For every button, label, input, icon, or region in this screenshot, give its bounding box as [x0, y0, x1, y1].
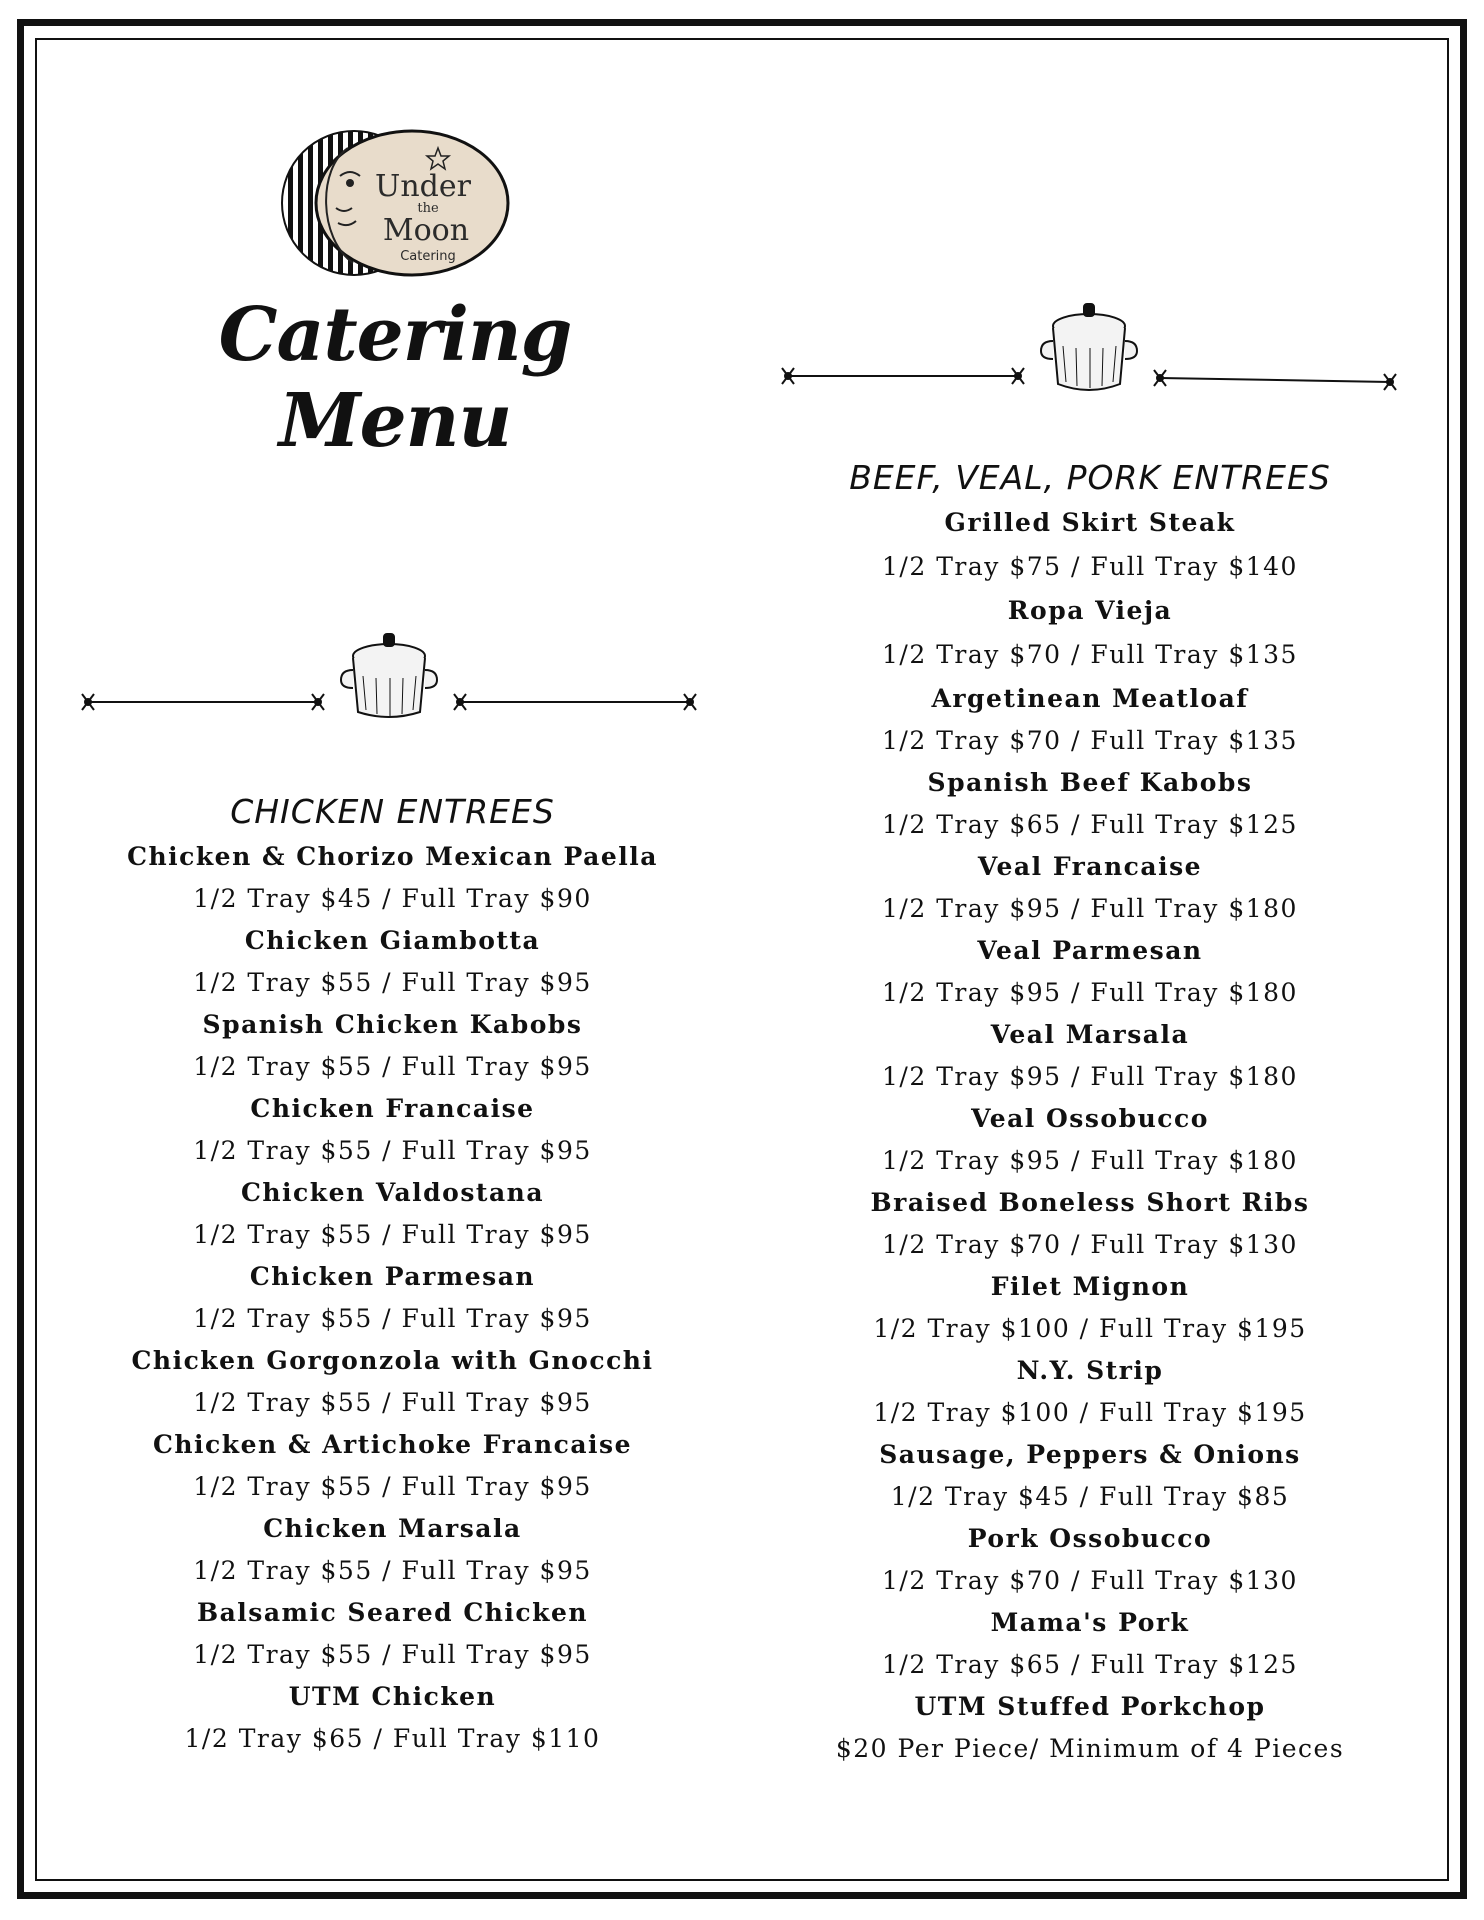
menu-item-name: Veal Ossobucco [971, 1104, 1209, 1133]
menu-item-price: 1/2 Tray $70 / Full Tray $130 [882, 1230, 1298, 1259]
menu-item [786, 931, 1394, 1015]
menu-item-name: Veal Parmesan [977, 936, 1203, 965]
menu-item [90, 1089, 695, 1173]
menu-item-price: 1/2 Tray $55 / Full Tray $95 [193, 1052, 592, 1081]
page-title: Catering Menu [218, 292, 572, 464]
menu-item-name: Ropa Vieja [1007, 596, 1173, 625]
menu-item [90, 1005, 695, 1089]
menu-item-price: 1/2 Tray $55 / Full Tray $95 [193, 1640, 592, 1669]
menu-item-price: 1/2 Tray $55 / Full Tray $95 [193, 1556, 592, 1585]
menu-item [786, 1015, 1394, 1099]
menu-item [786, 679, 1394, 763]
menu-item [786, 503, 1394, 591]
chicken-entrees-section [90, 792, 695, 1761]
menu-item [786, 1099, 1394, 1183]
menu-item-price: 1/2 Tray $95 / Full Tray $180 [882, 1146, 1298, 1175]
menu-item-name: Veal Francaise [977, 852, 1203, 881]
menu-item-name: Chicken Francaise [250, 1094, 535, 1123]
menu-item-price: 1/2 Tray $55 / Full Tray $95 [193, 1136, 592, 1165]
menu-item-name: Braised Boneless Short Ribs [870, 1188, 1310, 1217]
menu-item-name: Mama's Pork [990, 1608, 1190, 1637]
menu-item-name: Chicken Gorgonzola with Gnocchi [131, 1346, 654, 1375]
pot-icon [341, 634, 437, 717]
menu-item [90, 1509, 695, 1593]
menu-item-name: Chicken Giambotta [244, 926, 541, 955]
menu-item-name: Chicken & Chorizo Mexican Paella [127, 842, 658, 871]
logo-under: Under [375, 169, 471, 204]
menu-item-price: 1/2 Tray $55 / Full Tray $95 [193, 968, 592, 997]
menu-item-name: UTM Stuffed Porkchop [914, 1692, 1266, 1721]
menu-item-name: Grilled Skirt Steak [944, 508, 1236, 537]
beef-veal-pork-section [786, 458, 1394, 1771]
menu-item-price: 1/2 Tray $70 / Full Tray $130 [882, 1566, 1298, 1595]
menu-item-price: 1/2 Tray $55 / Full Tray $95 [193, 1472, 592, 1501]
beef-items-list [786, 503, 1394, 1771]
menu-item [90, 1257, 695, 1341]
menu-item-name: Chicken Marsala [263, 1514, 522, 1543]
menu-item-price: 1/2 Tray $65 / Full Tray $125 [882, 1650, 1298, 1679]
menu-item-price: 1/2 Tray $100 / Full Tray $195 [873, 1398, 1307, 1427]
menu-item [786, 591, 1394, 679]
menu-item-name: Chicken Parmesan [249, 1262, 536, 1291]
menu-item [90, 1173, 695, 1257]
menu-item [786, 847, 1394, 931]
menu-item-price: 1/2 Tray $75 / Full Tray $140 [882, 552, 1298, 581]
section-title-beef: BEEF, VEAL, PORK ENTREES [849, 458, 1331, 497]
pot-icon [1041, 304, 1137, 390]
menu-item [90, 921, 695, 1005]
menu-item-name: Spanish Beef Kabobs [927, 768, 1253, 797]
menu-item-price: 1/2 Tray $70 / Full Tray $135 [882, 726, 1298, 755]
logo-catering: Catering [400, 249, 456, 264]
menu-item-name: Argetinean Meatloaf [931, 684, 1249, 713]
menu-item-price: 1/2 Tray $100 / Full Tray $195 [873, 1314, 1307, 1343]
menu-item-price: 1/2 Tray $95 / Full Tray $180 [882, 1062, 1298, 1091]
menu-item-name: Balsamic Seared Chicken [196, 1598, 589, 1627]
menu-item [786, 1519, 1394, 1603]
menu-item-price: 1/2 Tray $65 / Full Tray $110 [184, 1724, 601, 1753]
menu-item-name: N.Y. Strip [1016, 1356, 1164, 1385]
section-title-chicken: CHICKEN ENTREES [230, 792, 555, 831]
chicken-items-list [90, 837, 695, 1761]
menu-item [90, 837, 695, 921]
menu-item-price: 1/2 Tray $55 / Full Tray $95 [193, 1220, 592, 1249]
menu-item [786, 1435, 1394, 1519]
menu-item [786, 1351, 1394, 1435]
menu-item-name: Chicken Valdostana [240, 1178, 545, 1207]
menu-item [90, 1425, 695, 1509]
menu-item [90, 1341, 695, 1425]
menu-item-price: 1/2 Tray $55 / Full Tray $95 [193, 1388, 592, 1417]
logo-the: the [417, 201, 439, 216]
menu-item-name: Pork Ossobucco [967, 1524, 1213, 1553]
menu-item [90, 1677, 695, 1761]
menu-item-price: 1/2 Tray $65 / Full Tray $125 [882, 810, 1298, 839]
menu-item-name: Spanish Chicken Kabobs [202, 1010, 583, 1039]
menu-item-price: 1/2 Tray $55 / Full Tray $95 [193, 1304, 592, 1333]
menu-item [786, 1183, 1394, 1267]
menu-item-name: Chicken & Artichoke Francaise [152, 1430, 633, 1459]
menu-item [786, 763, 1394, 847]
menu-item-price: $20 Per Piece/ Minimum of 4 Pieces [835, 1734, 1345, 1763]
menu-item [786, 1603, 1394, 1687]
menu-item-price: 1/2 Tray $95 / Full Tray $180 [882, 978, 1298, 1007]
menu-item-price: 1/2 Tray $70 / Full Tray $135 [882, 640, 1298, 669]
menu-item [786, 1267, 1394, 1351]
menu-item-price: 1/2 Tray $45 / Full Tray $90 [193, 884, 592, 913]
menu-item-price: 1/2 Tray $95 / Full Tray $180 [882, 894, 1298, 923]
menu-item [786, 1687, 1394, 1771]
menu-item [90, 1593, 695, 1677]
menu-item-name: Veal Marsala [990, 1020, 1190, 1049]
menu-item-name: Filet Mignon [990, 1272, 1190, 1301]
menu-item-name: UTM Chicken [288, 1682, 497, 1711]
pot-divider-left [78, 620, 700, 720]
logo-moon: Moon [382, 213, 470, 248]
menu-item-price: 1/2 Tray $45 / Full Tray $85 [890, 1482, 1290, 1511]
pot-divider-right [778, 296, 1400, 396]
moon-face-logo [278, 128, 510, 278]
menu-item-name: Sausage, Peppers & Onions [879, 1440, 1301, 1469]
